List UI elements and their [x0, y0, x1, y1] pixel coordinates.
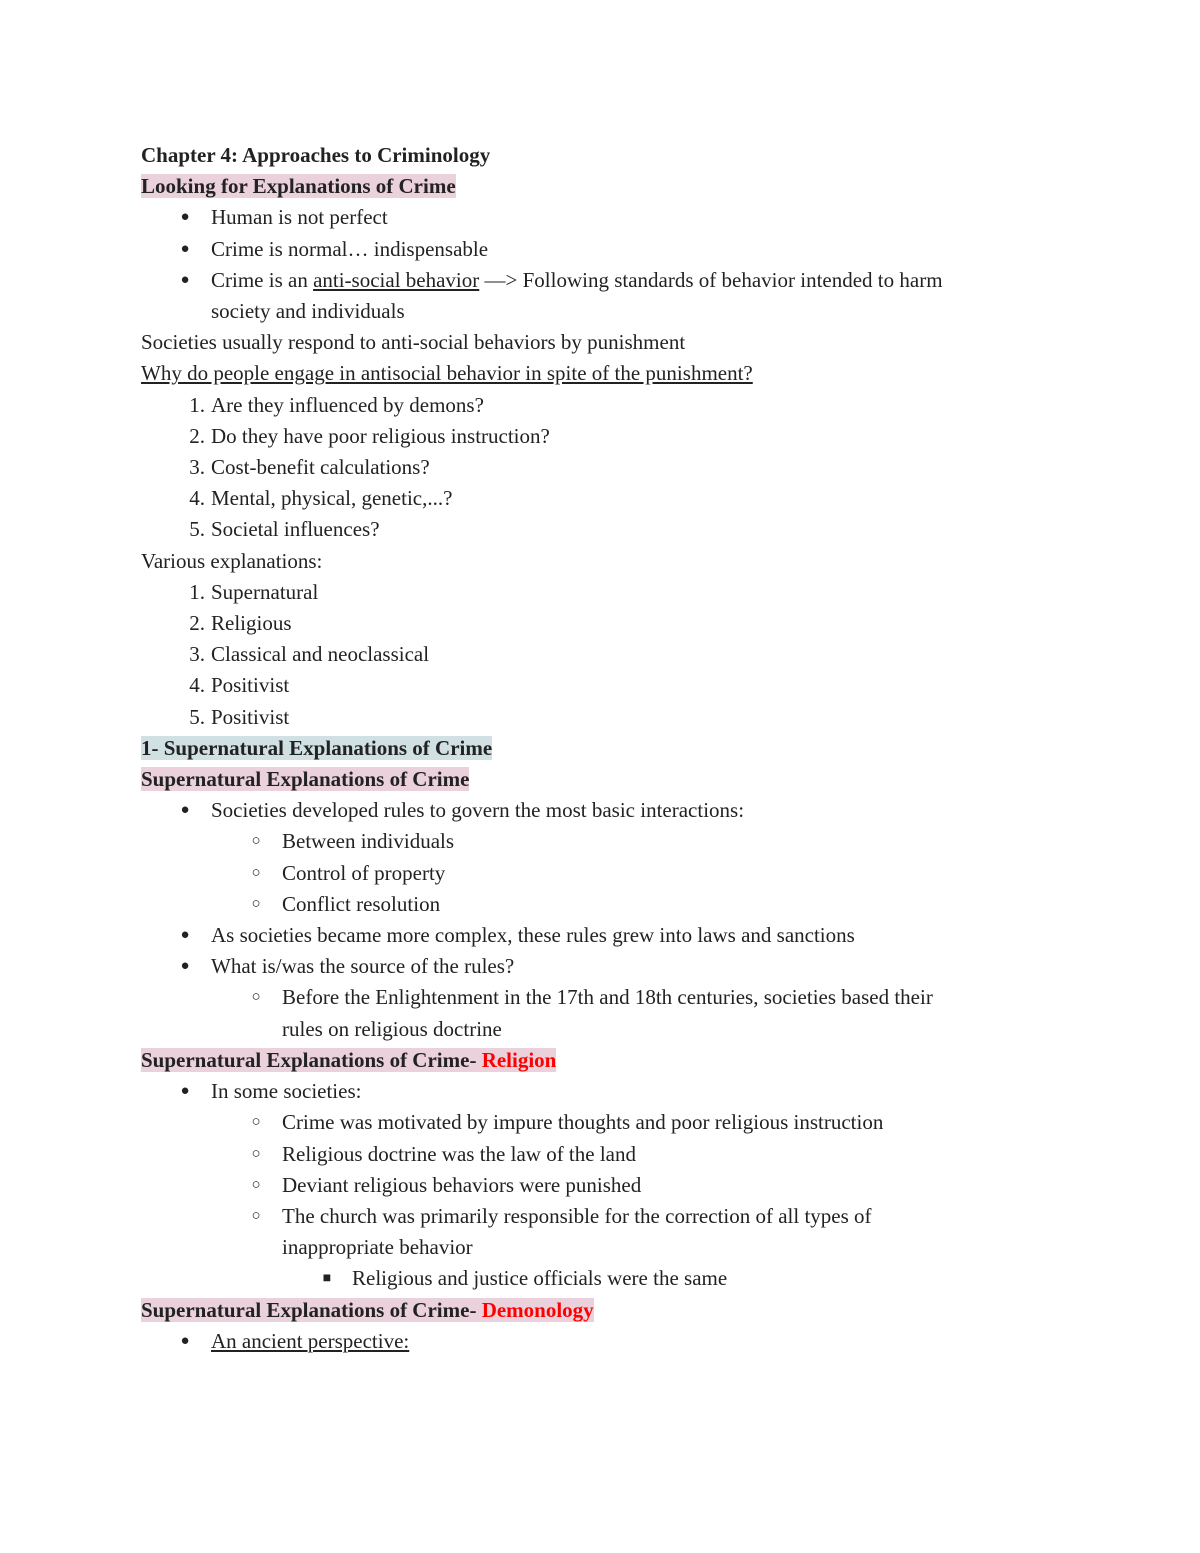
circle-bullet-icon: ○: [251, 1114, 261, 1131]
sub-list-item: ○ Religious doctrine was the law of the land: [141, 1139, 1061, 1170]
various-explanations-label: Various explanations:: [141, 548, 323, 573]
sub-list-item: ○ Deviant religious behaviors were punished: [141, 1170, 1061, 1201]
numbered-item: 1. Supernatural: [189, 579, 319, 604]
list-item: ● Crime is normal… indispensable: [141, 234, 1061, 265]
numbered-item: 3. Cost-benefit calculations?: [189, 455, 430, 480]
heading-supernatural-explanations: Supernatural Explanations of Crime: [141, 767, 470, 792]
demonology-keyword: Demonology: [481, 1297, 594, 1322]
circle-bullet-icon: ○: [251, 833, 261, 850]
sub-list-item: ○ Control of property: [141, 858, 1061, 889]
circle-bullet-icon: ○: [251, 989, 261, 1006]
sub-list-item: ○ The church was primarily responsible for the correction of all types of: [141, 1201, 1061, 1232]
numbered-item: 3. Classical and neoclassical: [189, 642, 430, 667]
chapter-title: Chapter 4: Approaches to Criminology: [141, 143, 491, 167]
religion-keyword: Religion: [481, 1047, 557, 1072]
sub-list-item: ○ Before the Enlightenment in the 17th and 18th centuries, societies based their: [141, 982, 1061, 1013]
heading-religion: Supernatural Explanations of Crime- Religion: [141, 1047, 557, 1072]
sub-sub-list-item: ■ Religious and justice officials were the same: [141, 1263, 1061, 1294]
heading-looking-for-explanations: Looking for Explanations of Crime: [141, 174, 456, 199]
bullet-icon: ●: [180, 240, 190, 257]
circle-bullet-icon: ○: [251, 1145, 261, 1162]
bullet-icon: ●: [180, 209, 190, 226]
bullet-icon: ●: [180, 271, 190, 288]
list-item: ● Crime is an anti-social behavior —> Following standards of behavior intended to harm: [141, 265, 1061, 296]
numbered-item: 5. Societal influences?: [189, 517, 380, 542]
list-item-continuation: society and individuals: [211, 299, 405, 324]
circle-bullet-icon: ○: [251, 1176, 261, 1193]
sub-list-item: ○ Crime was motivated by impure thoughts and poor religious instruction: [141, 1107, 1061, 1138]
list-item: ● What is/was the source of the rules?: [141, 951, 1061, 982]
numbered-item: 4. Mental, physical, genetic,...?: [189, 486, 453, 511]
sub-list-item-continuation: rules on religious doctrine: [282, 1016, 502, 1041]
bullet-icon: ●: [180, 927, 190, 944]
list-item: ● As societies became more complex, these rules grew into laws and sanctions: [141, 920, 1061, 951]
bullet-icon: ●: [180, 1332, 190, 1349]
list-item: ● Human is not perfect: [141, 202, 1061, 233]
bullet-icon: ●: [180, 802, 190, 819]
heading-demonology: Supernatural Explanations of Crime- Demonology: [141, 1297, 594, 1322]
section-heading-supernatural: 1- Supernatural Explanations of Crime: [141, 735, 493, 760]
paragraph-response: Societies usually respond to anti-social behaviors by punishment: [141, 330, 686, 355]
bullet-icon: ●: [180, 958, 190, 975]
sub-list-item-continuation: inappropriate behavior: [282, 1235, 473, 1260]
numbered-item: 2. Religious: [189, 611, 292, 636]
circle-bullet-icon: ○: [251, 864, 261, 881]
list-item: ● An ancient perspective:: [141, 1326, 1061, 1357]
list-item: ● Societies developed rules to govern the most basic interactions:: [141, 795, 1061, 826]
numbered-item: 1. Are they influenced by demons?: [189, 392, 484, 417]
bullet-icon: ●: [180, 1083, 190, 1100]
why-question: Why do people engage in antisocial behavior in spite of the punishment?: [141, 361, 753, 386]
sub-list-item: ○ Between individuals: [141, 826, 1061, 857]
document-body: [141, 140, 1061, 1357]
circle-bullet-icon: ○: [251, 1207, 261, 1224]
circle-bullet-icon: ○: [251, 895, 261, 912]
square-bullet-icon: ■: [322, 1271, 332, 1287]
anti-social-behavior-term: anti-social behavior: [313, 267, 480, 292]
numbered-item: 4. Positivist: [189, 673, 290, 698]
numbered-item: 5. Positivist: [189, 704, 290, 729]
list-item: ● In some societies:: [141, 1076, 1061, 1107]
sub-list-item: ○ Conflict resolution: [141, 889, 1061, 920]
numbered-item: 2. Do they have poor religious instruction?: [189, 423, 550, 448]
